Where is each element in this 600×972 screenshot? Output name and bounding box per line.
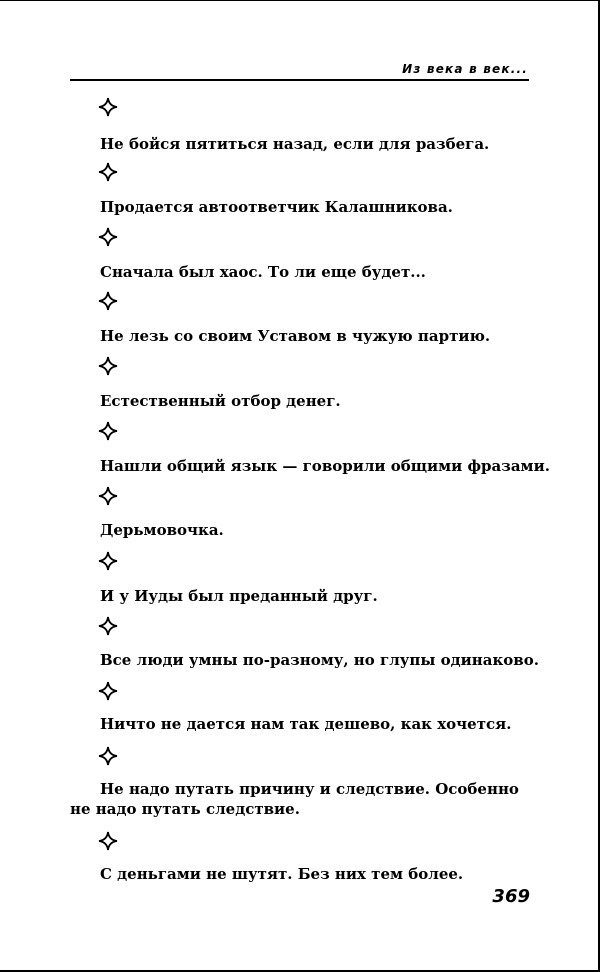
aphorism-text: Все люди умны по-разному, но глупы одинаково. bbox=[100, 651, 539, 669]
four-point-star-icon bbox=[98, 681, 118, 701]
four-point-star-icon bbox=[98, 486, 118, 506]
four-point-star-icon bbox=[98, 421, 118, 441]
four-point-star-icon bbox=[98, 831, 118, 851]
four-point-star-icon bbox=[98, 227, 118, 247]
aphorism-text: Не надо путать причину и следствие. Особенно bbox=[100, 780, 519, 798]
aphorism-text: Продается автоответчик Калашникова. bbox=[100, 198, 453, 216]
four-point-star-icon bbox=[98, 356, 118, 376]
aphorism-text: Естественный отбор денег. bbox=[100, 392, 341, 410]
aphorism-text: Не бойся пятиться назад, если для разбега. bbox=[100, 135, 490, 153]
four-point-star-icon bbox=[98, 746, 118, 766]
aphorism-text: С деньгами не шутят. Без них тем более. bbox=[100, 865, 464, 883]
four-point-star-icon bbox=[98, 616, 118, 636]
aphorism-text: Нашли общий язык — говорили общими фразами. bbox=[100, 457, 550, 475]
running-head: Из века в век... bbox=[402, 62, 528, 76]
four-point-star-icon bbox=[98, 551, 118, 571]
aphorism-text-continued: не надо путать следствие. bbox=[70, 800, 300, 818]
four-point-star-icon bbox=[98, 162, 118, 182]
aphorism-text: И у Иуды был преданный друг. bbox=[100, 587, 378, 605]
aphorism-text: Дерьмовочка. bbox=[100, 521, 224, 539]
aphorism-text: Не лезь со своим Уставом в чужую партию. bbox=[100, 327, 491, 345]
four-point-star-icon bbox=[98, 291, 118, 311]
page-number: 369 bbox=[492, 886, 530, 907]
aphorism-text: Сначала был хаос. То ли еще будет... bbox=[100, 263, 426, 281]
aphorism-text: Ничто не дается нам так дешево, как хочется. bbox=[100, 715, 512, 733]
four-point-star-icon bbox=[98, 97, 118, 117]
